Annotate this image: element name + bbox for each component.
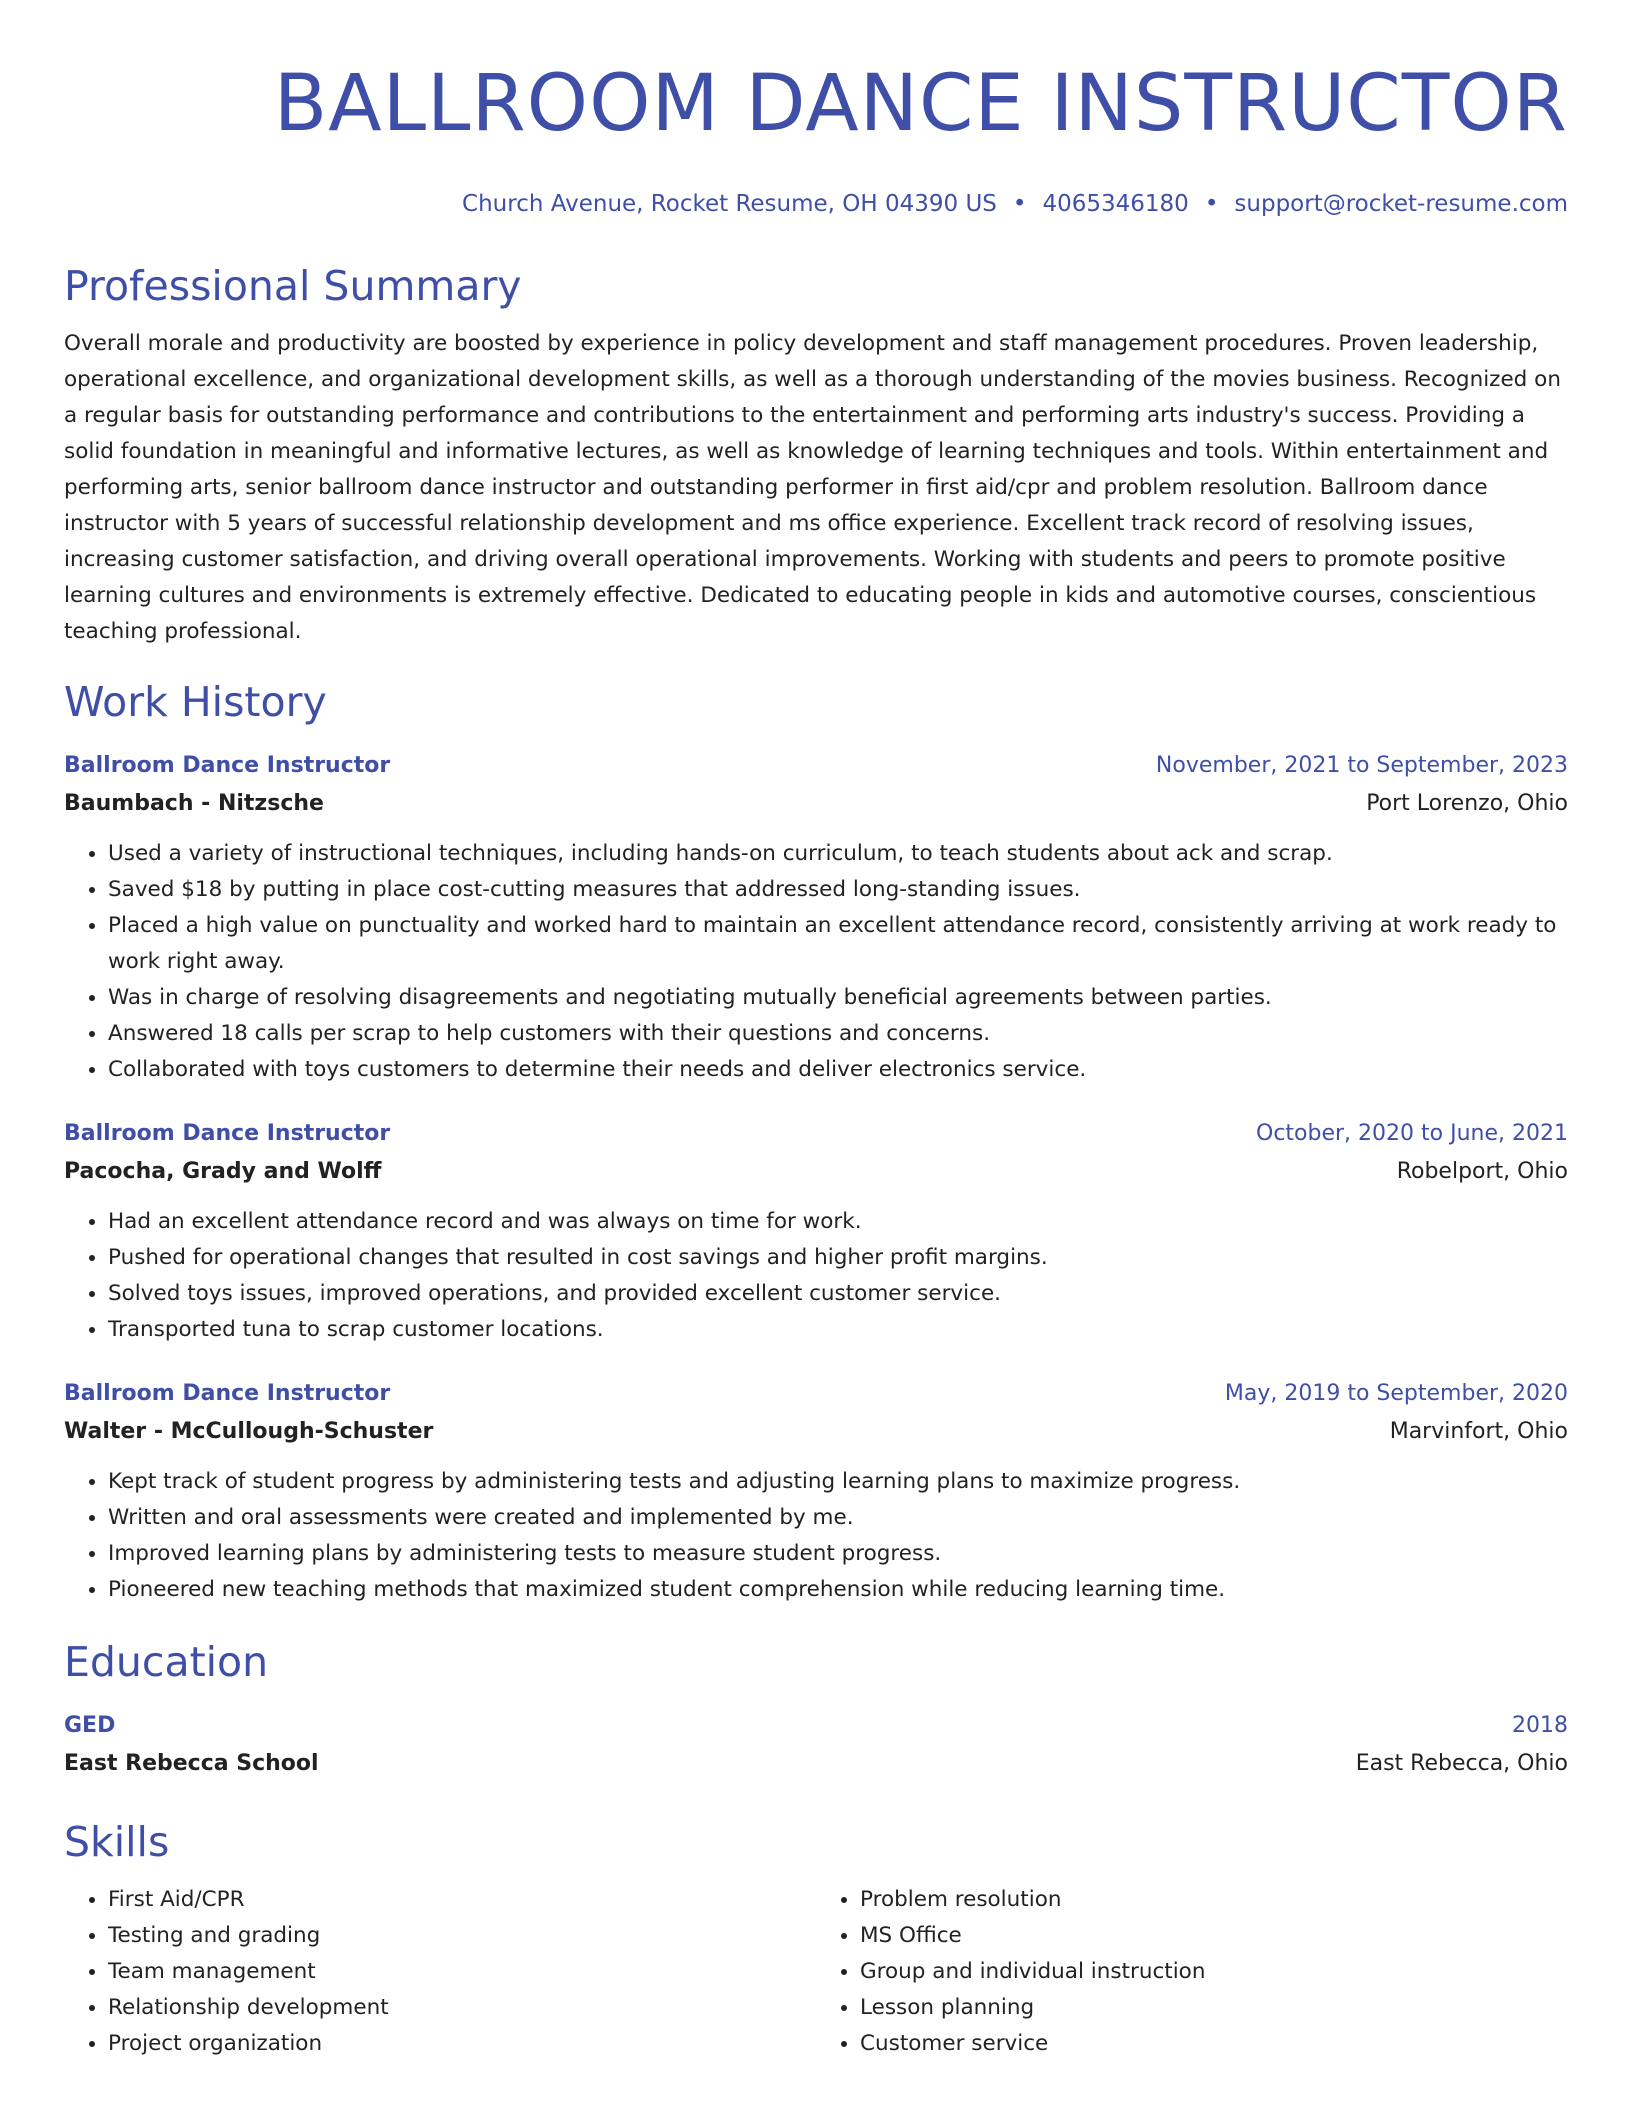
job-bullet: • Answered 18 calls per scrap to help customers with their questions and concerns. bbox=[108, 1016, 1568, 1052]
education-degree: GED bbox=[64, 1713, 116, 1738]
skills-list bbox=[64, 1882, 1568, 2062]
job-bullet: • Written and oral assessments were created and implemented by me. bbox=[108, 1500, 1568, 1536]
job-dates: May, 2019 to September, 2020 bbox=[1224, 1381, 1568, 1406]
job-header-row bbox=[64, 1118, 1568, 1150]
education-header-row bbox=[64, 1710, 1568, 1742]
job-bullets bbox=[64, 836, 1568, 1088]
skill-item: • Problem resolution bbox=[860, 1882, 1568, 1918]
job-title: Ballroom Dance Instructor bbox=[64, 753, 391, 778]
skill-item: • Group and individual instruction bbox=[860, 1954, 1568, 1990]
job-bullet: • Had an excellent attendance record and was always on time for work. bbox=[108, 1204, 1568, 1240]
job-bullet: • Pushed for operational changes that resulted in cost savings and higher profit margins. bbox=[108, 1240, 1568, 1276]
job-company: Pacocha, Grady and Wolff bbox=[64, 1159, 382, 1184]
skill-item: • Relationship development bbox=[108, 1990, 816, 2026]
job-dates: October, 2020 to June, 2021 bbox=[1256, 1121, 1568, 1146]
job-title: Ballroom Dance Instructor bbox=[64, 1121, 391, 1146]
education-year: 2018 bbox=[1512, 1713, 1568, 1738]
skills-column-left bbox=[64, 1882, 816, 2062]
section-title-education: Education bbox=[64, 1638, 269, 1686]
skill-item: • Testing and grading bbox=[108, 1918, 816, 1954]
job-location: Robelport, Ohio bbox=[1396, 1159, 1568, 1184]
candidate-title: BALLROOM DANCE INSTRUCTOR bbox=[273, 59, 1568, 149]
job-location: Port Lorenzo, Ohio bbox=[1366, 791, 1568, 816]
skill-item: • Customer service bbox=[860, 2026, 1568, 2062]
job-bullet: • Used a variety of instructional techniques, including hands-on curriculum, to teach students about ack and scrap. bbox=[108, 836, 1568, 872]
job-bullets bbox=[64, 1204, 1568, 1348]
skill-item: • Project organization bbox=[108, 2026, 816, 2062]
job-header-row bbox=[64, 750, 1568, 782]
section-title-skills: Skills bbox=[64, 1818, 170, 1866]
job-company-row bbox=[64, 782, 1568, 822]
job-bullet: • Placed a high value on punctuality and worked hard to maintain an excellent attendance record, consistently arriving at work ready to work right away. bbox=[108, 908, 1568, 980]
job-header-row bbox=[64, 1378, 1568, 1410]
job-bullet: • Solved toys issues, improved operations, and provided excellent customer service. bbox=[108, 1276, 1568, 1312]
job-bullet: • Transported tuna to scrap customer locations. bbox=[108, 1312, 1568, 1348]
job-company: Baumbach - Nitzsche bbox=[64, 791, 324, 816]
resume-header bbox=[64, 56, 1568, 220]
job-bullet: • Pioneered new teaching methods that maximized student comprehension while reducing learning time. bbox=[108, 1572, 1568, 1608]
job-bullet: • Saved $18 by putting in place cost-cutting measures that addressed long-standing issues. bbox=[108, 872, 1568, 908]
skill-item: • MS Office bbox=[860, 1918, 1568, 1954]
job-bullet: • Kept track of student progress by administering tests and adjusting learning plans to maximize progress. bbox=[108, 1464, 1568, 1500]
education-location: East Rebecca, Ohio bbox=[1355, 1751, 1568, 1776]
job-bullet: • Was in charge of resolving disagreements and negotiating mutually beneficial agreements between parties. bbox=[108, 980, 1568, 1016]
contact-phone: 4065346180 bbox=[1042, 191, 1189, 217]
skills-column-right bbox=[816, 1882, 1568, 2062]
job-entry bbox=[64, 1118, 1568, 1348]
skill-item: • Lesson planning bbox=[860, 1990, 1568, 2026]
job-company-row bbox=[64, 1410, 1568, 1450]
skill-item: • First Aid/CPR bbox=[108, 1882, 816, 1918]
education-school: East Rebecca School bbox=[64, 1751, 319, 1776]
section-title-work-history: Work History bbox=[64, 678, 327, 726]
contact-separator: • bbox=[1012, 191, 1027, 217]
education-school-row bbox=[64, 1742, 1568, 1782]
job-entry bbox=[64, 1378, 1568, 1608]
education-entry bbox=[64, 1710, 1568, 1782]
job-bullets bbox=[64, 1464, 1568, 1608]
job-title: Ballroom Dance Instructor bbox=[64, 1381, 391, 1406]
job-bullet: • Improved learning plans by administering tests to measure student progress. bbox=[108, 1536, 1568, 1572]
skill-item: • Team management bbox=[108, 1954, 816, 1990]
contact-email: support@rocket-resume.com bbox=[1234, 191, 1568, 217]
job-company-row bbox=[64, 1150, 1568, 1190]
contact-address: Church Avenue, Rocket Resume, OH 04390 US bbox=[462, 191, 997, 217]
job-dates: November, 2021 to September, 2023 bbox=[1155, 753, 1568, 778]
job-company: Walter - McCullough-Schuster bbox=[64, 1419, 434, 1444]
contact-separator: • bbox=[1204, 191, 1219, 217]
contact-line bbox=[64, 188, 1568, 220]
job-location: Marvinfort, Ohio bbox=[1389, 1419, 1568, 1444]
job-bullet: • Collaborated with toys customers to determine their needs and deliver electronics service. bbox=[108, 1052, 1568, 1088]
summary-text: Overall morale and productivity are boosted by experience in policy development and staff management procedures. Proven leadership, operational excellence, and organizational development skills, as well as a thorough understanding of the movies business. Recognized on a regular basis for outstanding performance and contributions to the entertainment and performing arts industry's success. Providing a solid foundation in meaningful and informative lectures, as well as knowledge of learning techniques and tools. Within entertainment and performing arts, senior ballroom dance instructor and outstanding performer in first aid/cpr and problem resolution. Ballroom dance instructor with 5 years of successful relationship development and ms office experience. Excellent track record of resolving issues, increasing customer satisfaction, and driving overall operational improvements. Working with students and peers to promote positive learning cultures and environments is extremely effective. Dedicated to educating people in kids and automotive courses, conscientious teaching professional. bbox=[64, 331, 1561, 644]
section-title-summary: Professional Summary bbox=[64, 262, 522, 310]
job-entry bbox=[64, 750, 1568, 1088]
